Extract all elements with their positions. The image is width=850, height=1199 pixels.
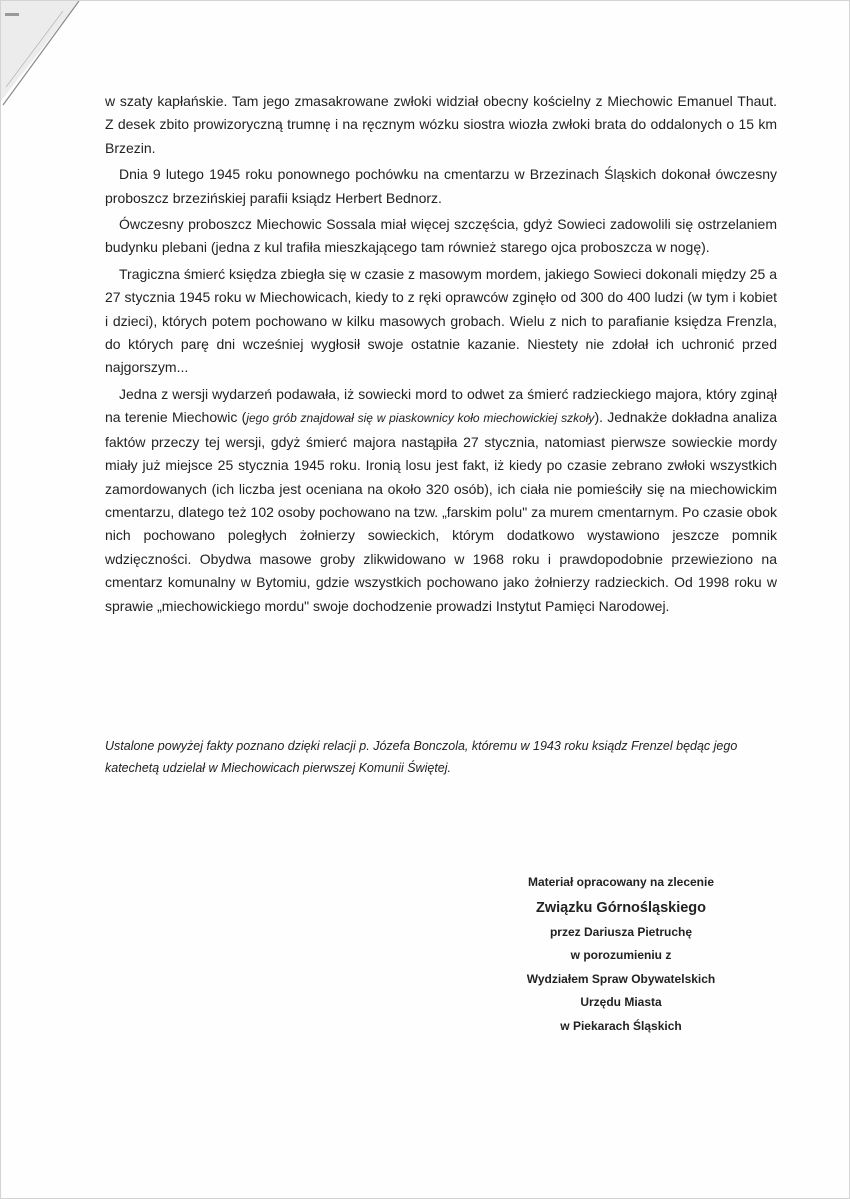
credits-block bbox=[501, 871, 741, 1038]
credits-office: Urzędu Miasta bbox=[580, 995, 662, 1009]
paragraph-3: Ówczesny proboszcz Miechowic Sossala miał więcej szczęścia, gdyż Sowieci zadowolili się ostrzelaniem budynku plebani (jedna z kul trafiła mieszkającego tam również starego ojca proboszcza w nogę). bbox=[105, 216, 777, 256]
credits-line-commissioned: Materiał opracowany na zlecenie bbox=[527, 875, 715, 889]
credits-organization: Związku Górnośląskiego bbox=[535, 899, 706, 916]
source-note: Ustalone powyżej fakty poznano dzięki relacji p. Józefa Bonczola, któremu w 1943 roku ksiądz Frenzel będąc jego katechetą udzielał w Miechowicach pierwszej Komunii Świętej. bbox=[105, 739, 738, 775]
paragraph-5-italic: jego grób znajdował się w piaskownicy koło miechowickiej szkoły bbox=[246, 411, 595, 426]
paragraph-2: Dnia 9 lutego 1945 roku ponownego pochówku na cmentarzu w Brzezinach Śląskich dokonał ówczesny proboszcz brzezińskiej parafii ksiądz Herbert Bednorz. bbox=[105, 166, 777, 206]
paragraph-4: Tragiczna śmierć księdza zbiegła się w czasie z masowym mordem, jakiego Sowieci dokonali między 25 a 27 stycznia 1945 roku w Miechowicach, kiedy to z ręki oprawców zginęło od 300 do 400 ludzi (w tym i kobiet i dzieci), których potem pochowano w kilku masowych grobach. Wielu z nich to parafianie księdza Frenzla, do których parę dni wcześniej wygłosił swoje ostatnie kazanie. Niestety nie zdołał ich uchronić przed najgorszym... bbox=[105, 265, 777, 376]
credits-city: w Piekarach Śląskich bbox=[560, 1018, 682, 1033]
paragraph-1: w szaty kapłańskie. Tam jego zmasakrowane zwłoki widział obecny kościelny z Miechowic Emanuel Thaut. Z desek zbito prowizoryczną trumnę i na ręcznym wózku siostra wiozła zwłoki brata do oddalonych o 15 km Brzezin. bbox=[105, 93, 777, 156]
paragraph-5-text-a: Jedna z wersji wydarzeń podawała, iż sowiecki mord to odwet za śmierć radzieckiego majora, który zginął na terenie Miechowic ( bbox=[105, 385, 777, 426]
paragraph-5 bbox=[105, 383, 777, 618]
paragraph-5-text-b: ). Jednakże dokładna analiza faktów przeczy tej wersji, gdyż śmierć majora nastąpiła 27 stycznia, natomiast pierwsze sowieckie mordy miały już miejsce 25 stycznia 1945 roku. Ironią losu jest fakt, iż kiedy po czasie zebrano zwłoki wszystkich zamordowanych (ich liczba jest oceniana na około 320 osób), ich ciała nie pomieściły się na miechowickim cmentarzu, dlatego też 102 osoby pochowano na tzw. „farskim polu" za murem cmentarnym. Po czasie obok nich pochowano poległych żołnierzy sowieckich, którym dodatkowo wystawiono jeszcze pomnik wdzięczności. Obydwa masowe groby zlikwidowano w 1968 roku i prawdopodobnie przewieziono na cmentarz komunalny w Bytomiu, gdzie wszystkich pochowano jako żołnierzy radzieckich. Od 1998 roku w sprawie „miechowickiego mordu" swoje dochodzenie prowadzi Instytut Pamięci Narodowej. bbox=[105, 409, 778, 614]
scan-corner-fold bbox=[1, 1, 91, 111]
body-text bbox=[105, 90, 777, 618]
credits-department: Wydziałem Spraw Obywatelskich bbox=[526, 971, 716, 986]
credits-author: przez Dariusza Pietruchę bbox=[549, 924, 693, 939]
credits-line-agreement: w porozumieniu z bbox=[570, 948, 672, 962]
